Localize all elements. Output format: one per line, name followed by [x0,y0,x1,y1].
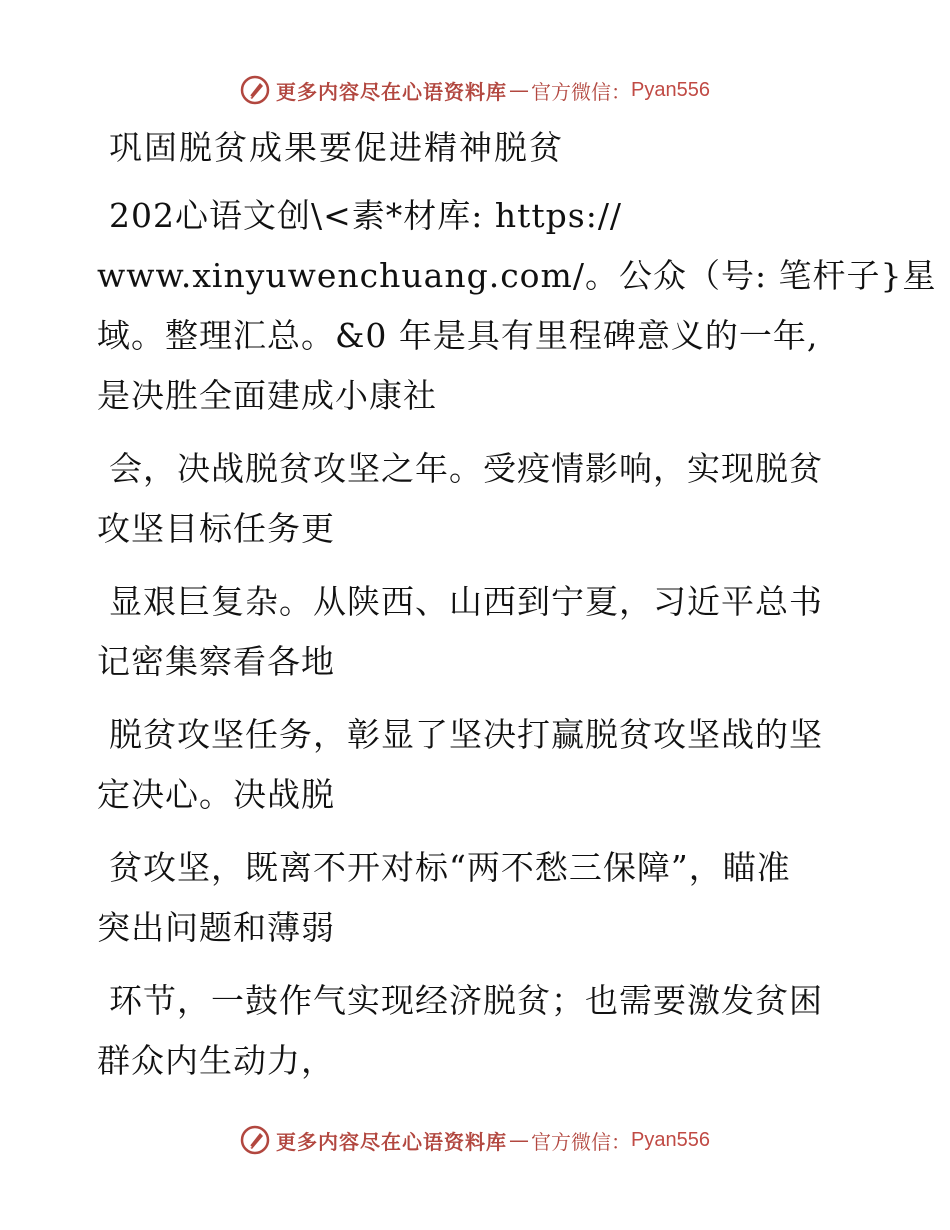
text-line: 域。整理汇总。&0 年是具有里程碑意义的一年, [97,316,819,355]
text-line: 是决胜全面建成小康社 [97,376,437,415]
banner-separator: — [509,78,530,102]
text-line: 贫攻坚，既离不开对标“两不愁三保障”，瞄准 [109,848,791,887]
banner-text: 更多内容尽在心语资料库 [276,79,508,104]
footer-banner [0,1120,950,1160]
text-line: 记密集察看各地 [97,642,335,681]
pen-logo-icon [240,1125,270,1155]
header-banner [0,70,950,110]
text-line: 突出问题和薄弱 [97,908,335,947]
text-line: 群众内生动力， [97,1041,335,1080]
text-line: 显艰巨复杂。从陕西、山西到宁夏，习近平总书 [109,582,823,621]
text-line: www.xinyuwenchuang.com/。公众（号: 笔杆子}星 [97,256,937,295]
pen-logo-icon [240,75,270,105]
banner-separator: — [509,1128,530,1152]
banner-wechat-id: Pyan556 [631,78,710,101]
banner-text: 更多内容尽在心语资料库 [276,1129,508,1154]
text-line: 会，决战脱贫攻坚之年。受疫情影响，实现脱贫 [109,449,823,488]
banner-wechat-label: 官方微信： [531,1129,632,1154]
document-body [97,123,937,1091]
banner-wechat-label: 官方微信： [531,79,632,104]
document-title: 巩固脱贫成果要促进精神脱贫 [109,128,564,167]
text-line: 脱贫攻坚任务，彰显了坚决打赢脱贫攻坚战的坚 [109,715,823,754]
text-line: 攻坚目标任务更 [97,509,335,548]
text-line: 环节，一鼓作气实现经济脱贫；也需要激发贫困 [109,981,823,1020]
text-line: 定决心。决战脱 [97,775,335,814]
banner-wechat-id: Pyan556 [631,1128,710,1151]
text-line: 202心语文创\<素*材库: https:// [109,196,623,235]
